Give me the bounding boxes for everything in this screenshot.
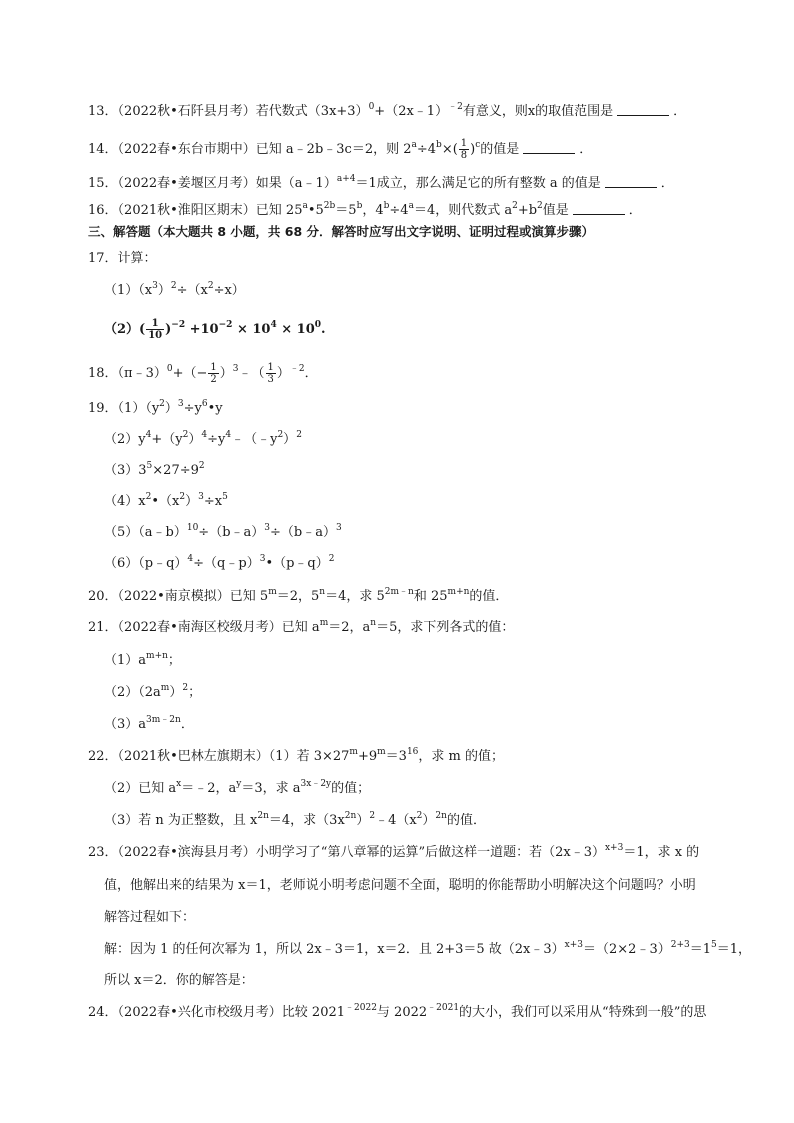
question-23-line-3: 解答过程如下： [104,910,196,925]
question-21-part-1: $(1)a^{m+n}$； [104,651,181,668]
question-19-part-2: $(2)y^4+(y^2)^4\div y^4﹣(﹣y^2)^2$ [104,430,302,447]
question-17-title: 17．计算： [88,251,157,266]
question-18: 18．（π﹣3）$^0$+（− $\frac{1}{2}$ ）$^3$﹣（ $\frac{1}{3}$ ）$^{﹣2}$． [88,362,318,385]
question-22-part-2: （2）已知 $a^x=﹣2$，$a^y=3$，求 $a^{3x﹣2y}$的值； [104,779,371,796]
question-23-line-5: 所以 x＝2．你的解答是： [104,973,254,988]
section-heading: 三、解答题（本大题共 8 小题，共 68 分．解答时应写出文字说明、证明过程或演算步骤） [88,224,595,239]
question-17-part-2: （2）( $\frac{1}{10}$ )$^{-2} +10^{-2} \times 10^4 \times 10^0$. [104,318,326,341]
question-19-part-3: $(3)3^5\times 27\div 9^2$ [104,461,205,478]
question-19-part-5: （5）（a﹣b）$^{10}$÷（b﹣a）$^3$÷（b﹣a）$^3$ [104,523,342,540]
question-21-part-3: $(3)a^{3m﹣2n}$． [104,715,194,732]
question-19-part-4: $(4)x^2•(x^2)^3\div x^5$ [104,492,228,509]
question-20: 20．（2022•南京模拟）已知 $5^m=2$，$5^n=4$，求 $5^{2m﹣n}$和 $25^{m+n}$的值． [88,587,509,604]
fraction: $\frac{1}{2}$ [210,362,217,385]
fraction: $\frac{1}{8}$ [460,138,468,161]
question-21-part-2: $(2)(2a^m)^2$； [104,683,202,700]
answer-blank [523,141,575,154]
question-21-title: 21．（2022春•南海区校级月考）已知 $a^m=2$，$a^n=5$，求下列各式的值： [88,618,515,635]
question-23-line-1: 23．（2022春•滨海县月考）小明学习了“第八章幂的运算”后做这样一道题：若（2x﹣3）$^{x+3}$＝1，求 x 的 [88,843,700,860]
question-13: 13．（2022秋•石阡县月考）若代数式$(3x+3)^0+(2x﹣1)^{﹣2}$有意义，则x的取值范围是 ． [88,102,687,119]
question-24: 24．（2022春•兴化市校级月考）比较 $2021^{﹣2022}$与 $2022^{﹣2021}$的大小，我们可以采用从“特殊到一般”的思 [88,1003,707,1020]
answer-blank [605,175,657,188]
answer-blank [617,103,669,116]
question-19-part-1: 19．$(1)(y^2)^3\div y^6•y$ [88,399,223,416]
question-14: 14．（2022春•东台市期中）已知 a﹣2b﹣3c＝2，则 $2^a\div 4^b\times$( $\frac{1}{8}$ )$^c$的值是 ． [88,138,593,161]
question-17-part-1: $(1)(x^3)^2\div(x^2\div x)$ [104,281,245,298]
question-16: 16．（2021秋•淮阳区期末）已知 $25^a•5^{2b}=5^b$，$4^b\div 4^a=4$，则代数式 $a^2+b^2$值是 ． [88,201,642,218]
question-22-part-3: （3）若 n 为正整数，且 $x^{2n}=4$，求$(3x^{2n})^2﹣4(x^2)^{2n}$的值． [104,811,486,828]
question-15: 15．（2022春•姜堰区月考）如果（a﹣1）$^{a+4}$＝1成立，那么满足它的所有整数 a 的值是 ． [88,174,674,191]
answer-blank [573,202,625,215]
question-23-line-4: 解：因为 1 的任何次幂为 1，所以 2x﹣3＝1，x＝2．且 2+3＝5 故$(2x﹣3)^{x+3}=(2\times 2﹣3)^{2+3}=1^5=1$， [104,940,752,957]
fraction: $\frac{1}{3}$ [267,362,274,385]
fraction: $\frac{1}{10}$ [148,318,163,341]
question-23-line-2: 值，他解出来的结果为 x＝1，老师说小明考虑问题不全面，聪明的你能帮助小明解决这个问题吗？小明 [104,878,696,893]
question-19-part-6: （6）（p﹣q）$^4$÷（q﹣p）$^3$•（p﹣q）$^2$ [104,554,335,571]
question-22-part-1: 22．（2021秋•巴林左旗期末）（1）若 $3\times 27^m+9^m=3^{16}$，求 m 的值； [88,747,504,764]
